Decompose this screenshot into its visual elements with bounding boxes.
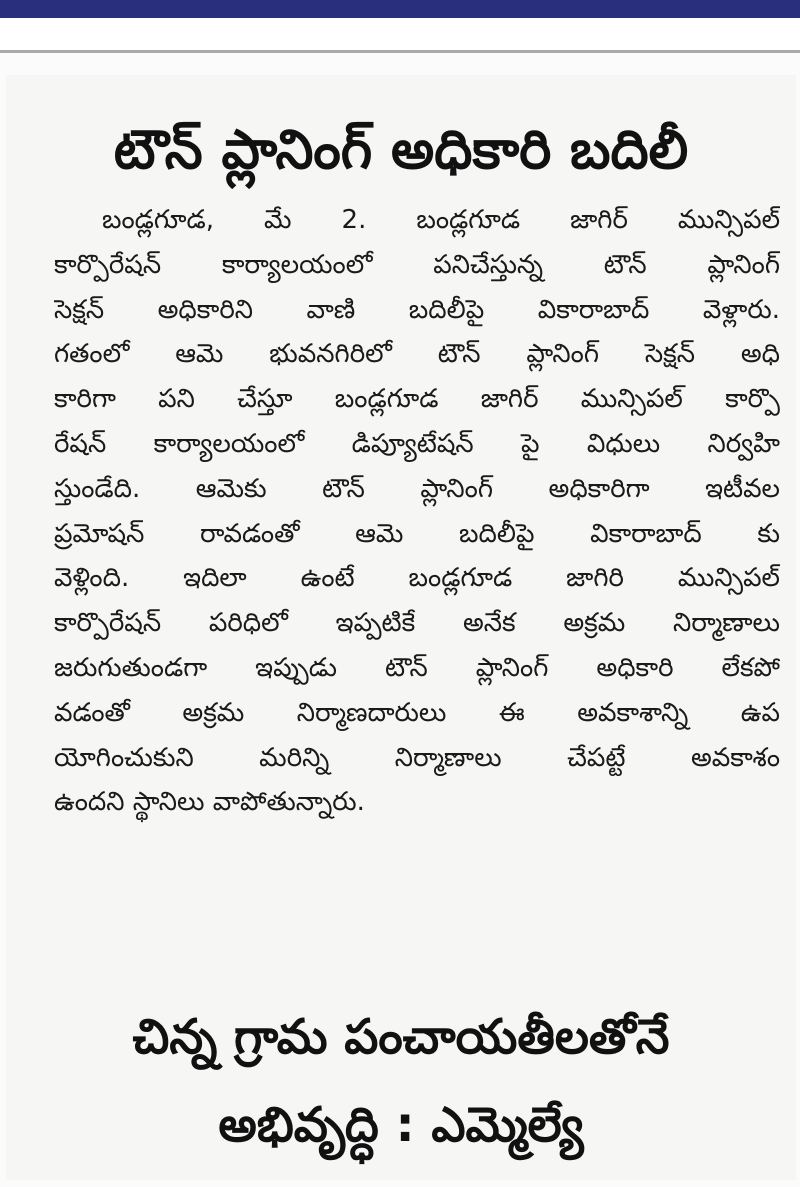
article-line: రేషన్ కార్యాలయంలో డిప్యూటేషన్ పై విధులు నిర్వహి <box>54 428 780 459</box>
article-line: కార్పొరేషన్ పరిధిలో ఇప్పటికే అనేక అక్రమ నిర్మాణాలు <box>54 608 780 639</box>
next-article-headline-line2: అభివృద్ధి : ఎమ్మెల్యే <box>218 1097 584 1153</box>
article-line: జరుగుతుండగా ఇప్పుడు టౌన్ ప్లానింగ్ అధికారి లేకపో <box>54 652 780 683</box>
article-body <box>54 198 780 825</box>
article-line: గతంలో ఆమె భువనగిరిలో టౌన్ ప్లానింగ్ సెక్షన్ అధి <box>54 339 780 370</box>
article-line: యోగించుకుని మరిన్ని నిర్మాణాలు చేపట్టే అవకాశం <box>54 742 780 773</box>
article-headline: టౌన్ ప్లానింగ్ అధికారి బదిలీ <box>113 118 689 181</box>
article-line: వెళ్లింది. ఇదిలా ఉంటే బండ్లగూడ జాగిరి మున్సిపల్ <box>54 563 780 594</box>
article-line: ప్రమోషన్ రావడంతో ఆమె బదిలీపై వికారాబాద్ కు <box>54 518 780 549</box>
newspaper-clipping <box>0 53 800 1187</box>
article-line: ఉందని స్థానిలు వాపోతున్నారు. <box>54 787 365 818</box>
article-line: వడంతో అక్రమ నిర్మాణదారులు ఈ అవకాశాన్ని ఉప <box>54 697 780 728</box>
clipping-paper <box>6 75 796 1180</box>
article-line: స్తుండేది. ఆమెకు టౌన్ ప్లానింగ్ అధికారిగా ఇటీవల <box>54 473 780 504</box>
next-article-headline-line1: చిన్న గ్రామ పంచాయతీలతోనే <box>132 1009 670 1065</box>
header-strip <box>0 18 800 50</box>
article-line: కారిగా పని చేస్తూ బండ్లగూడ జాగిర్ మున్సిపల్ కార్పొ <box>54 384 780 415</box>
article-line: సెక్షన్ అధికారిని వాణి బదిలీపై వికారాబాద్ వెళ్లారు. <box>54 294 780 325</box>
article-line: బండ్లగూడ, మే 2. బండ్లగూడ జాగిర్ మున్సిపల్ <box>102 205 780 235</box>
browser-top-bar <box>0 0 800 18</box>
article-line: కార్పొరేషన్ కార్యాలయంలో పనిచేస్తున్న టౌన్ ప్లానింగ్ <box>54 249 780 280</box>
